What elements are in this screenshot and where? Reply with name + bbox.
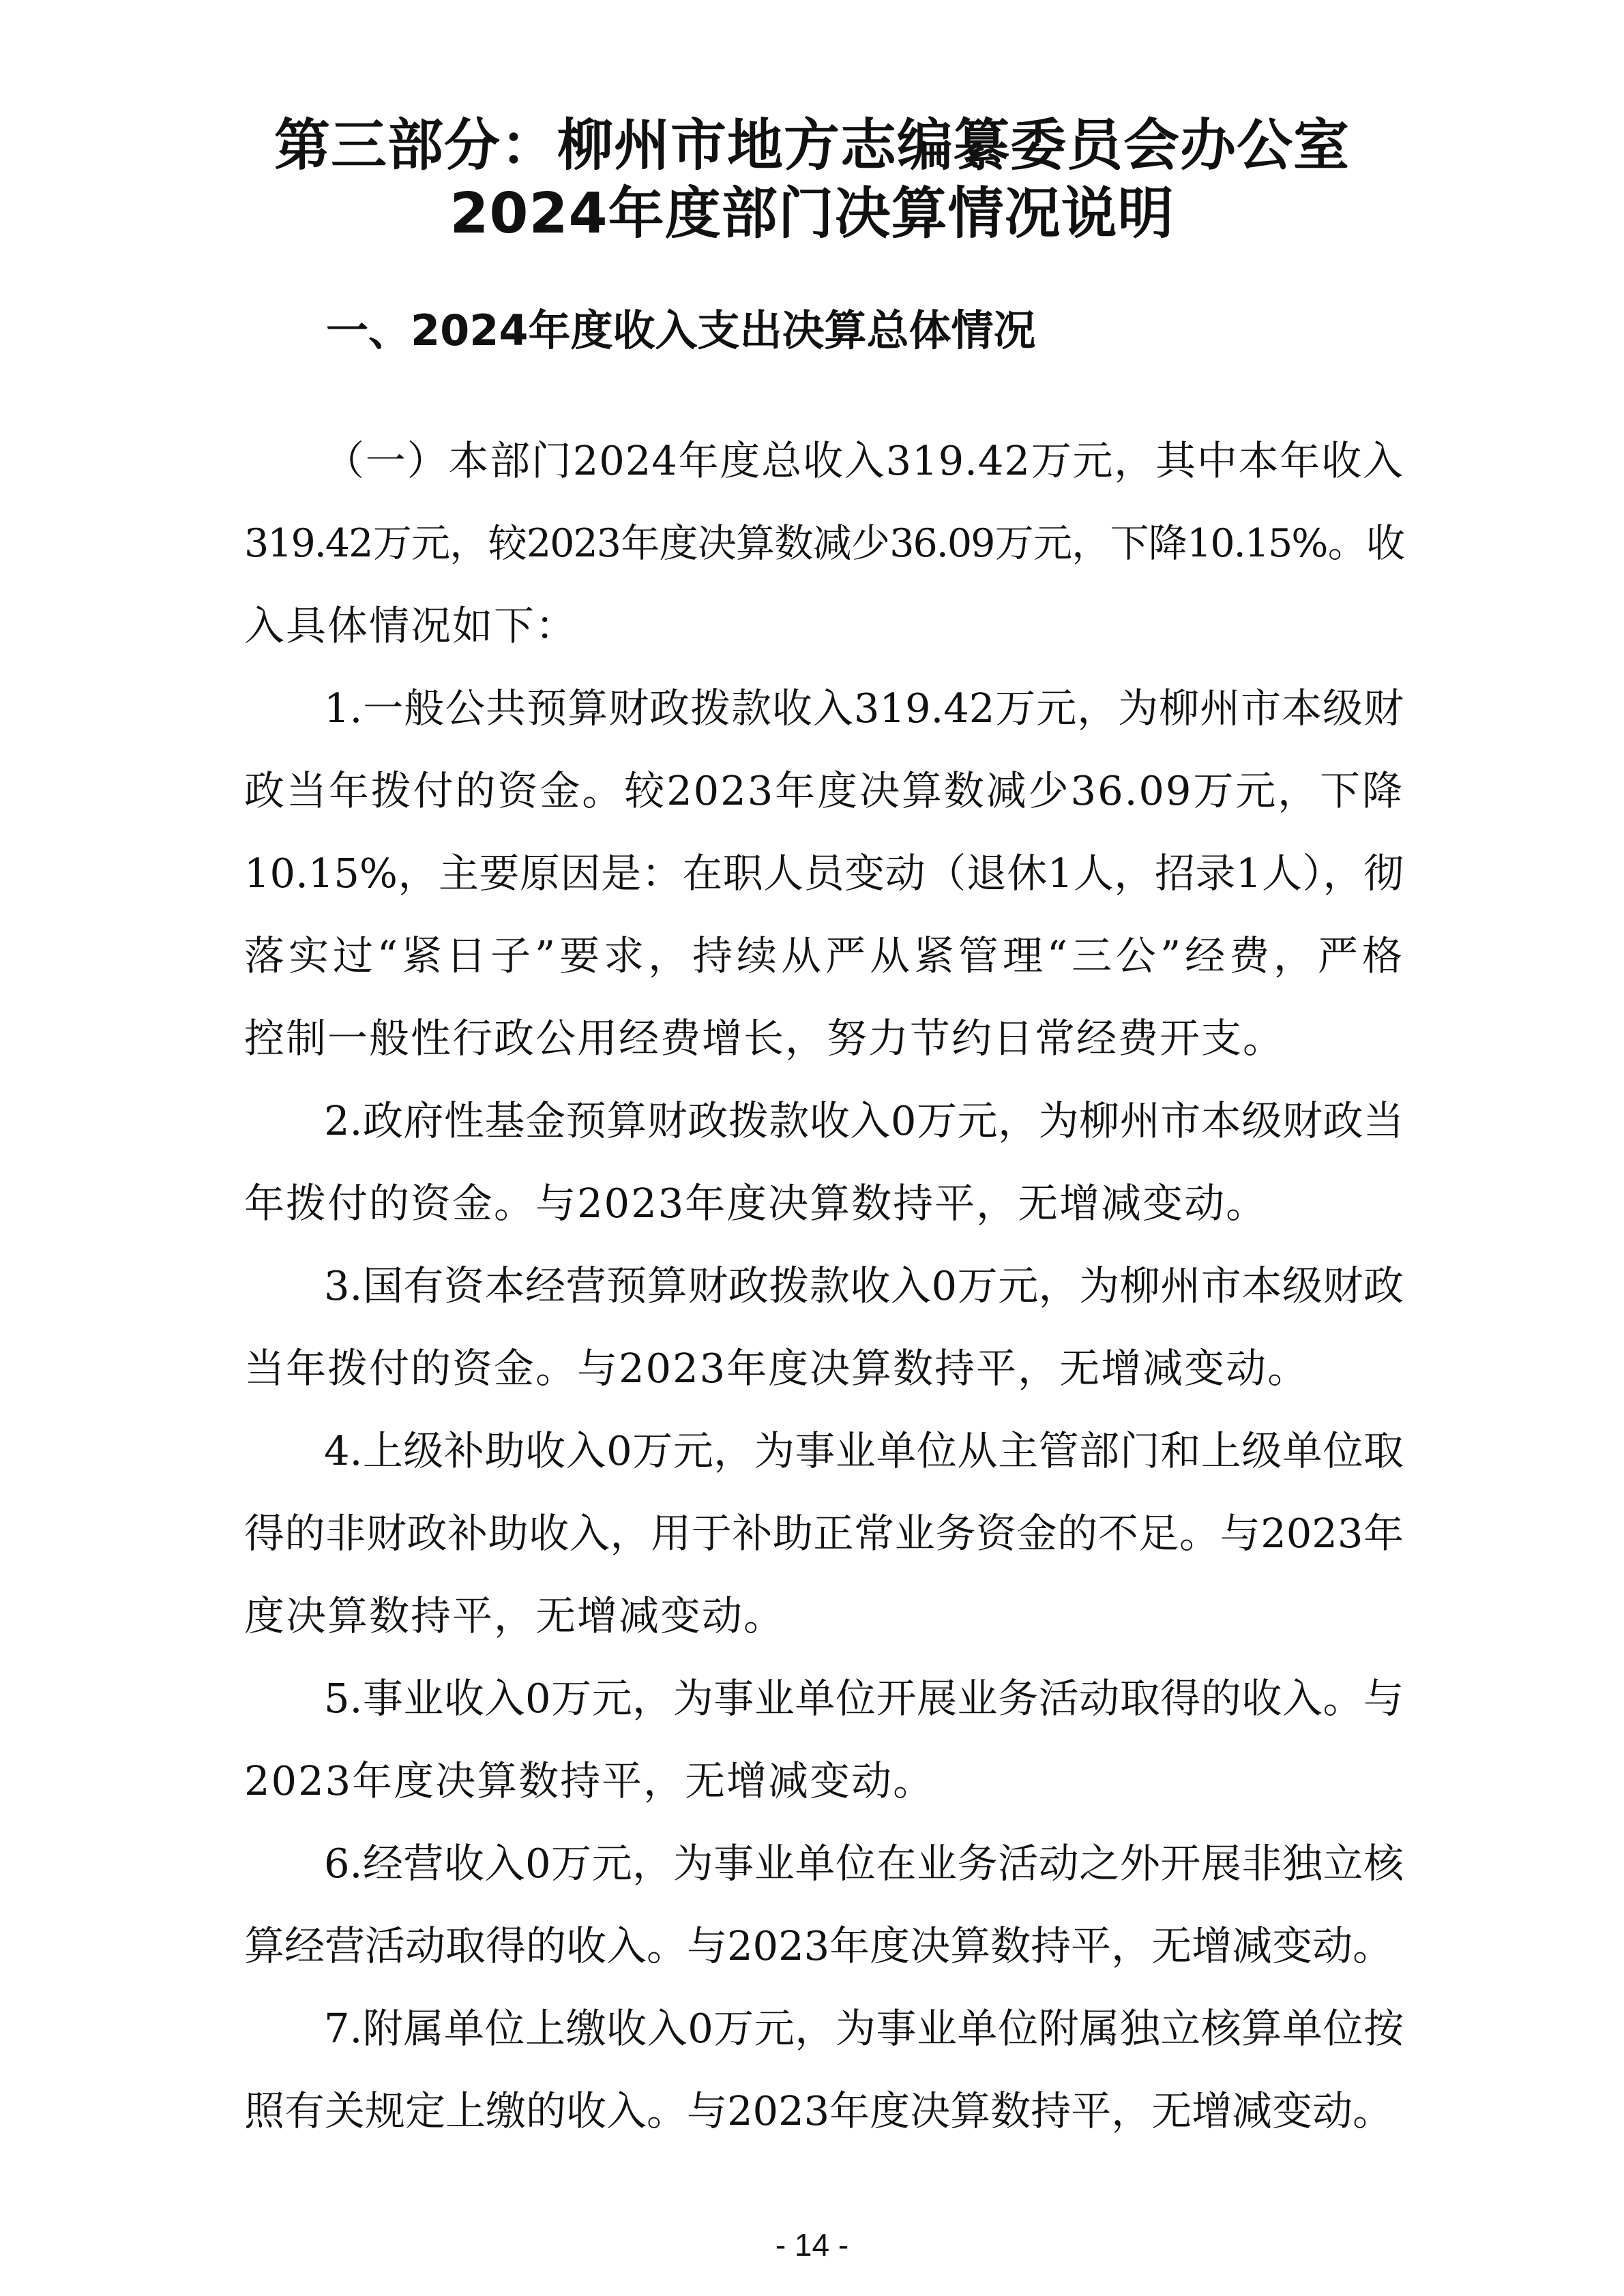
paragraph-line: 算经营活动取得的收入。与2023年度决算数持平，无增减变动。 xyxy=(244,1922,1393,1969)
paragraph-line: 3.国有资本经营预算财政拨款收入0万元，为柳州市本级财政 xyxy=(324,1262,1404,1309)
paragraph-line: 319.42万元，较2023年度决算数减少36.09万元，下降10.15%。收 xyxy=(244,521,1404,566)
paragraph-line: 得的非财政补助收入，用于补助正常业务资金的不足。与2023年 xyxy=(244,1510,1404,1557)
paragraph-line: 2023年度决算数持平，无增减变动。 xyxy=(244,1757,935,1804)
page-number: - 14 - xyxy=(775,2227,849,2263)
paragraph-line: 政当年拨付的资金。较2023年度决算数减少36.09万元，下降 xyxy=(244,767,1404,814)
paragraph-line: 照有关规定上缴的收入。与2023年度决算数持平，无增减变动。 xyxy=(244,2087,1393,2134)
document-title-line-2: 2024年度部门决算情况说明 xyxy=(449,181,1175,246)
paragraph-line: 度决算数持平，无增减变动。 xyxy=(244,1592,786,1639)
paragraph-line: 10.15%，主要原因是：在职人员变动（退休1人，招录1人），彻 xyxy=(244,850,1404,897)
paragraph-line: 7.附属单位上缴收入0万元，为事业单位附属独立核算单位按 xyxy=(324,2005,1404,2052)
paragraph-line: 2.政府性基金预算财政拨款收入0万元，为柳州市本级财政当 xyxy=(324,1097,1404,1144)
paragraph-line: 当年拨付的资金。与2023年度决算数持平，无增减变动。 xyxy=(244,1345,1310,1392)
paragraph-line: 1.一般公共预算财政拨款收入319.42万元，为柳州市本级财 xyxy=(324,685,1404,732)
paragraph-line: 控制一般性行政公用经费增长，努力节约日常经费开支。 xyxy=(244,1015,1285,1062)
paragraph-line: （一）本部门2024年度总收入319.42万元，其中本年收入 xyxy=(324,437,1404,484)
paragraph-line: 6.经营收入0万元，为事业单位在业务活动之外开展非独立核 xyxy=(324,1840,1404,1887)
document-title-line-1: 第三部分：柳州市地方志编纂委员会办公室 xyxy=(274,113,1350,178)
paragraph-line: 入具体情况如下： xyxy=(244,602,578,649)
paragraph-line: 4.上级补助收入0万元，为事业单位从主管部门和上级单位取 xyxy=(324,1427,1404,1474)
paragraph-line: 年拨付的资金。与2023年度决算数持平，无增减变动。 xyxy=(244,1180,1268,1227)
paragraph-line: 5.事业收入0万元，为事业单位开展业务活动取得的收入。与 xyxy=(324,1675,1404,1722)
paragraph-line: 落实过“紧日子”要求，持续从严从紧管理“三公”经费，严格 xyxy=(244,932,1404,979)
section-heading: 一、2024年度收入支出决算总体情况 xyxy=(326,305,1036,355)
